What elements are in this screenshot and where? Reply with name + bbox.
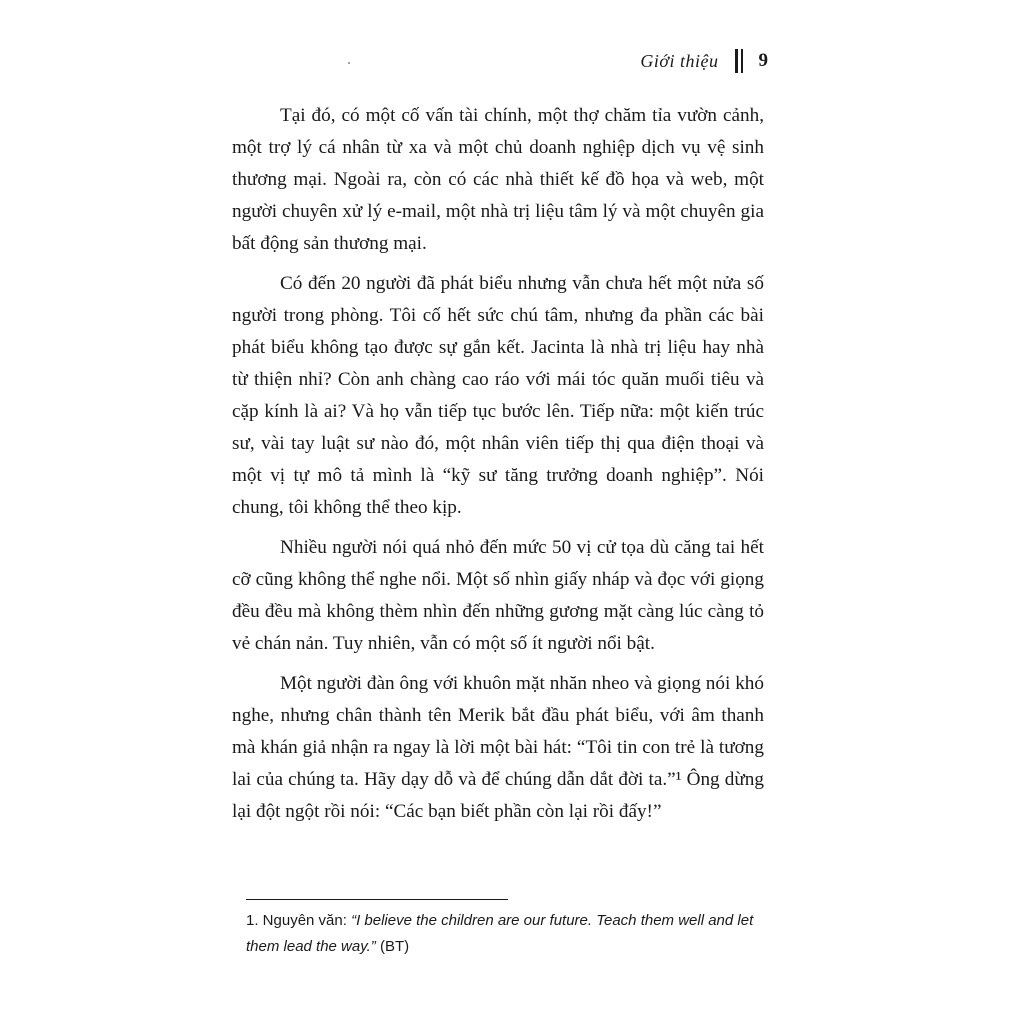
header-divider (735, 49, 743, 73)
footnote-rule (246, 899, 508, 900)
page-number: 9 (758, 50, 768, 71)
footnote-prefix: 1. Nguyên văn: (246, 912, 352, 929)
speck-mark (348, 62, 350, 64)
paragraph: Tại đó, có một cố vấn tài chính, một thợ chăm tỉa vườn cảnh, một trợ lý cá nhân từ xa và một chủ doanh nghiệp dịch vụ vệ sinh thương mại. Ngoài ra, còn có các nhà thiết kế đồ họa và web, một người chuyên xử lý e-mail, một nhà trị liệu tâm lý và một chuyên gia bất động sản thương mại. (232, 105, 764, 254)
footnote-suffix: (BT) (375, 938, 410, 955)
footnote-quote: “I believe the children are our future. Teach them well and let them lead the way.” (246, 912, 754, 955)
footnote (246, 908, 776, 960)
paragraph: Nhiều người nói quá nhỏ đến mức 50 vị cử tọa dù căng tai hết cỡ cũng không thể nghe nổi. Một số nhìn giấy nháp và đọc với giọng đều đều mà không thèm nhìn đến những gương mặt càng lúc càng tỏ vẻ chán nản. Tuy nhiên, vẫn có một số ít người nổi bật. (232, 537, 764, 654)
chapter-title: Giới thiệu (640, 50, 719, 71)
body-text (232, 100, 764, 836)
running-header (560, 46, 780, 76)
paragraph: Có đến 20 người đã phát biểu nhưng vẫn chưa hết một nửa số người trong phòng. Tôi cố hết sức chú tâm, nhưng đa phần các bài phát biểu không tạo được sự gắn kết. Jacinta là nhà trị liệu hay nhà từ thiện nhỉ? Còn anh chàng cao ráo với mái tóc quăn muối tiêu và cặp kính là ai? Và họ vẫn tiếp tục bước lên. Tiếp nữa: một kiến trúc sư, vài tay luật sư nào đó, một nhân viên tiếp thị qua điện thoại và một vị tự mô tả mình là “kỹ sư tăng trưởng doanh nghiệp”. Nói chung, tôi không thể theo kịp. (232, 273, 764, 518)
paragraph: Một người đàn ông với khuôn mặt nhăn nheo và giọng nói khó nghe, nhưng chân thành tên Merik bắt đầu phát biểu, với âm thanh mà khán giả nhận ra ngay là lời một bài hát: “Tôi tin con trẻ là tương lai của chúng ta. Hãy dạy dỗ và để chúng dẫn dắt đời ta.”¹ Ông dừng lại đột ngột rồi nói: “Các bạn biết phần còn lại rồi đấy!” (232, 673, 764, 822)
